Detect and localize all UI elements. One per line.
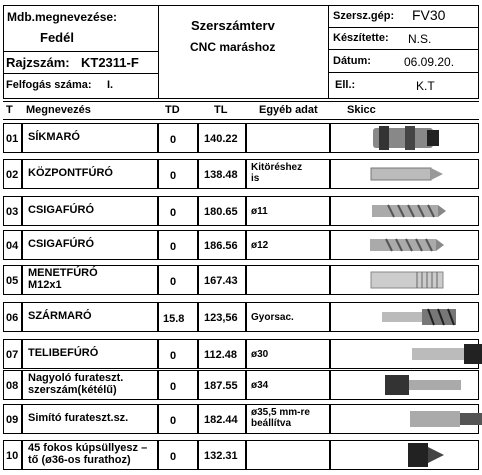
finish-boring-icon <box>406 405 482 438</box>
rough-boring-icon <box>383 371 463 404</box>
row-td: 0 <box>170 381 177 393</box>
col-td: TD <box>165 104 180 116</box>
cell-td <box>158 339 198 369</box>
check-value: K.T <box>416 79 435 93</box>
row-td: 15.8 <box>163 313 185 325</box>
row-tl: 112.48 <box>204 349 238 361</box>
row-other: beállítva <box>251 418 292 429</box>
date-value: 06.09.20. <box>404 55 455 69</box>
row-name: szerszám(kétélű) <box>28 384 117 396</box>
drawing-label: Rajzszám: <box>6 55 70 70</box>
row-tl: 167.43 <box>204 275 238 287</box>
row-tl: 186.56 <box>204 240 238 252</box>
row-tl: 140.22 <box>204 133 238 145</box>
row-number: 08 <box>6 380 19 392</box>
row-other: Kitöréshez <box>251 162 303 173</box>
date-label: Dátum: <box>333 55 371 67</box>
clamp-value: I. <box>107 79 114 91</box>
mdb-label: Mdb.megnevezése: <box>7 10 118 24</box>
row-name: Simító furateszt.sz. <box>28 412 129 424</box>
row-name: M12x1 <box>28 279 62 291</box>
col-t: T <box>6 104 13 116</box>
tap-icon <box>367 266 447 299</box>
row-tl: 123,56 <box>204 312 238 324</box>
cell-td <box>158 230 198 260</box>
cell-other <box>246 265 330 295</box>
row-name: CSIGAFÚRÓ <box>28 238 94 250</box>
row-name: KÖZPONTFÚRÓ <box>28 167 113 179</box>
cell-td <box>158 159 198 189</box>
row-tl: 132.31 <box>204 450 238 462</box>
row-td: 0 <box>170 415 177 427</box>
row-other: ø30 <box>251 349 269 360</box>
row-number: 05 <box>6 275 19 287</box>
title-line2: CNC maráshoz <box>190 40 276 54</box>
col-tl: TL <box>214 104 228 116</box>
row-name: Nagyoló furateszt. <box>28 372 124 384</box>
author-label: Készítette: <box>333 32 389 44</box>
author-value: N.S. <box>408 32 432 46</box>
col-sketch: Skicc <box>347 104 376 116</box>
face-mill-icon <box>365 124 445 157</box>
check-label: Ell.: <box>335 79 356 91</box>
row-td: 0 <box>170 350 177 362</box>
row-other: is <box>251 173 260 184</box>
cell-td <box>158 404 198 434</box>
twist-drill-icon <box>366 231 446 264</box>
solid-drill-icon <box>408 340 482 373</box>
col-other: Egyéb adat <box>259 104 318 116</box>
row-td: 0 <box>170 276 177 288</box>
machine-value: FV30 <box>412 7 446 23</box>
twist-drill-icon <box>368 197 448 230</box>
row-name: SZÁRMARÓ <box>28 310 92 322</box>
cell-td <box>158 123 198 153</box>
countersink-icon <box>384 441 464 474</box>
clamp-label: Felfogás száma: <box>6 79 92 91</box>
row-number: 10 <box>6 450 19 462</box>
row-number: 07 <box>6 349 19 361</box>
row-other: ø11 <box>251 206 268 217</box>
row-name: tő (ø36-os furathoz) <box>28 454 131 466</box>
col-name: Megnevezés <box>26 104 91 116</box>
cell-td <box>158 265 198 295</box>
row-td: 0 <box>170 170 177 182</box>
row-number: 02 <box>6 169 19 181</box>
row-other: Gyorsac. <box>251 312 294 323</box>
row-other: ø34 <box>251 380 269 391</box>
row-td: 0 <box>170 134 177 146</box>
row-td: 0 <box>170 451 177 463</box>
row-td: 0 <box>170 207 177 219</box>
end-mill-icon <box>378 303 458 336</box>
cell-td <box>158 196 198 226</box>
row-number: 09 <box>6 414 19 426</box>
mdb-value: Fedél <box>40 30 74 45</box>
row-tl: 180.65 <box>204 206 238 218</box>
row-name: CSIGAFÚRÓ <box>28 204 94 216</box>
cell-td <box>158 440 198 470</box>
machine-label: Szersz.gép: <box>333 10 395 22</box>
row-name: MENETFÚRÓ <box>28 267 98 279</box>
row-number: 04 <box>6 240 19 252</box>
title-line1: Szerszámterv <box>191 18 275 33</box>
row-number: 01 <box>6 133 19 145</box>
cell-other <box>246 440 330 470</box>
drawing-value: KT2311-F <box>81 55 139 70</box>
row-number: 03 <box>6 206 19 218</box>
row-tl: 182.44 <box>204 414 238 426</box>
row-name: 45 fokos kúpsüllyesz – <box>28 442 148 454</box>
row-other: ø35,5 mm-re <box>251 407 310 418</box>
row-number: 06 <box>6 312 19 324</box>
row-name: TELIBEFÚRÓ <box>28 347 99 359</box>
row-td: 0 <box>170 241 177 253</box>
center-drill-icon <box>367 160 447 193</box>
row-name: SÍKMARÓ <box>28 131 80 143</box>
row-other: ø12 <box>251 240 269 251</box>
cell-td <box>158 370 198 400</box>
cell-other <box>246 123 330 153</box>
row-tl: 187.55 <box>204 380 238 392</box>
row-tl: 138.48 <box>204 169 238 181</box>
